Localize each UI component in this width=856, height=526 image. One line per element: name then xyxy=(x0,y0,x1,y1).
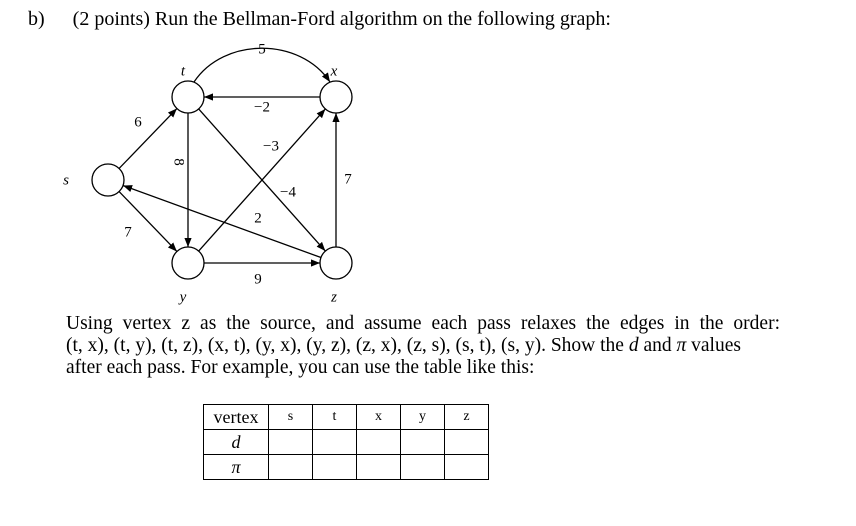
edge-weight-x-t: −2 xyxy=(254,99,270,116)
edge-weight-t-x: 5 xyxy=(258,41,266,58)
edge-weight-s-t: 6 xyxy=(134,114,142,131)
edge-weight-y-x: −3 xyxy=(263,138,279,155)
table-cell xyxy=(357,430,401,455)
row-label-d: d xyxy=(204,430,269,455)
node-z xyxy=(320,247,352,279)
node-y xyxy=(172,247,204,279)
table-cell xyxy=(269,455,313,480)
edge-s-t xyxy=(119,109,177,169)
table-cell xyxy=(269,430,313,455)
node-label-t: t xyxy=(180,63,186,80)
table-cell xyxy=(445,455,489,480)
and-text: and xyxy=(643,335,672,356)
pi-symbol: π xyxy=(676,335,687,356)
column-header: s xyxy=(269,405,313,430)
node-s xyxy=(92,164,124,196)
edge-weight-z-x: 7 xyxy=(344,171,352,188)
table-cell xyxy=(313,430,357,455)
edge-weight-t-y: 8 xyxy=(170,158,187,166)
column-header: z xyxy=(445,405,489,430)
edge-weight-s-y: 7 xyxy=(124,224,132,241)
results-table xyxy=(203,404,489,480)
column-header: y xyxy=(401,405,445,430)
table-cell xyxy=(313,455,357,480)
instructions-paragraph xyxy=(66,313,780,379)
node-label-s: s xyxy=(63,172,69,189)
edge-s-y xyxy=(119,192,177,252)
edge-order: (t, x), (t, y), (t, z), (x, t), (y, x), (y, z), (z, x), (z, s), (s, t), (s, y). xyxy=(66,335,546,356)
table-row-d xyxy=(204,430,489,455)
edge-weight-y-z: 9 xyxy=(254,271,262,288)
table-header-row xyxy=(204,405,489,430)
table-cell xyxy=(401,455,445,480)
column-header: t xyxy=(313,405,357,430)
node-label-z: z xyxy=(331,289,337,306)
column-header: x xyxy=(357,405,401,430)
node-label-y: y xyxy=(179,289,187,306)
table-cell xyxy=(357,455,401,480)
question-text: (2 points) Run the Bellman-Ford algorithm on the following graph: xyxy=(72,8,611,30)
values-text: values xyxy=(691,335,741,356)
node-t xyxy=(172,81,204,113)
node-label-x: x xyxy=(330,63,338,80)
table-row-pi xyxy=(204,455,489,480)
part-label: b) xyxy=(28,8,45,30)
instructions-line-1: Using vertex z as the source, and assume each pass relaxes the edges in the order: xyxy=(66,313,780,334)
instructions-line-3: after each pass. For example, you can use the table like this: xyxy=(66,357,535,378)
row-label-pi: π xyxy=(204,455,269,480)
table-cell xyxy=(445,430,489,455)
vertex-header: vertex xyxy=(204,405,269,430)
edge-weight-z-s: 2 xyxy=(254,210,262,227)
edge-weight-t-z: −4 xyxy=(280,184,296,201)
d-symbol: d xyxy=(628,335,639,356)
show-text: Show the xyxy=(550,335,624,356)
table-cell xyxy=(401,430,445,455)
node-x xyxy=(320,81,352,113)
